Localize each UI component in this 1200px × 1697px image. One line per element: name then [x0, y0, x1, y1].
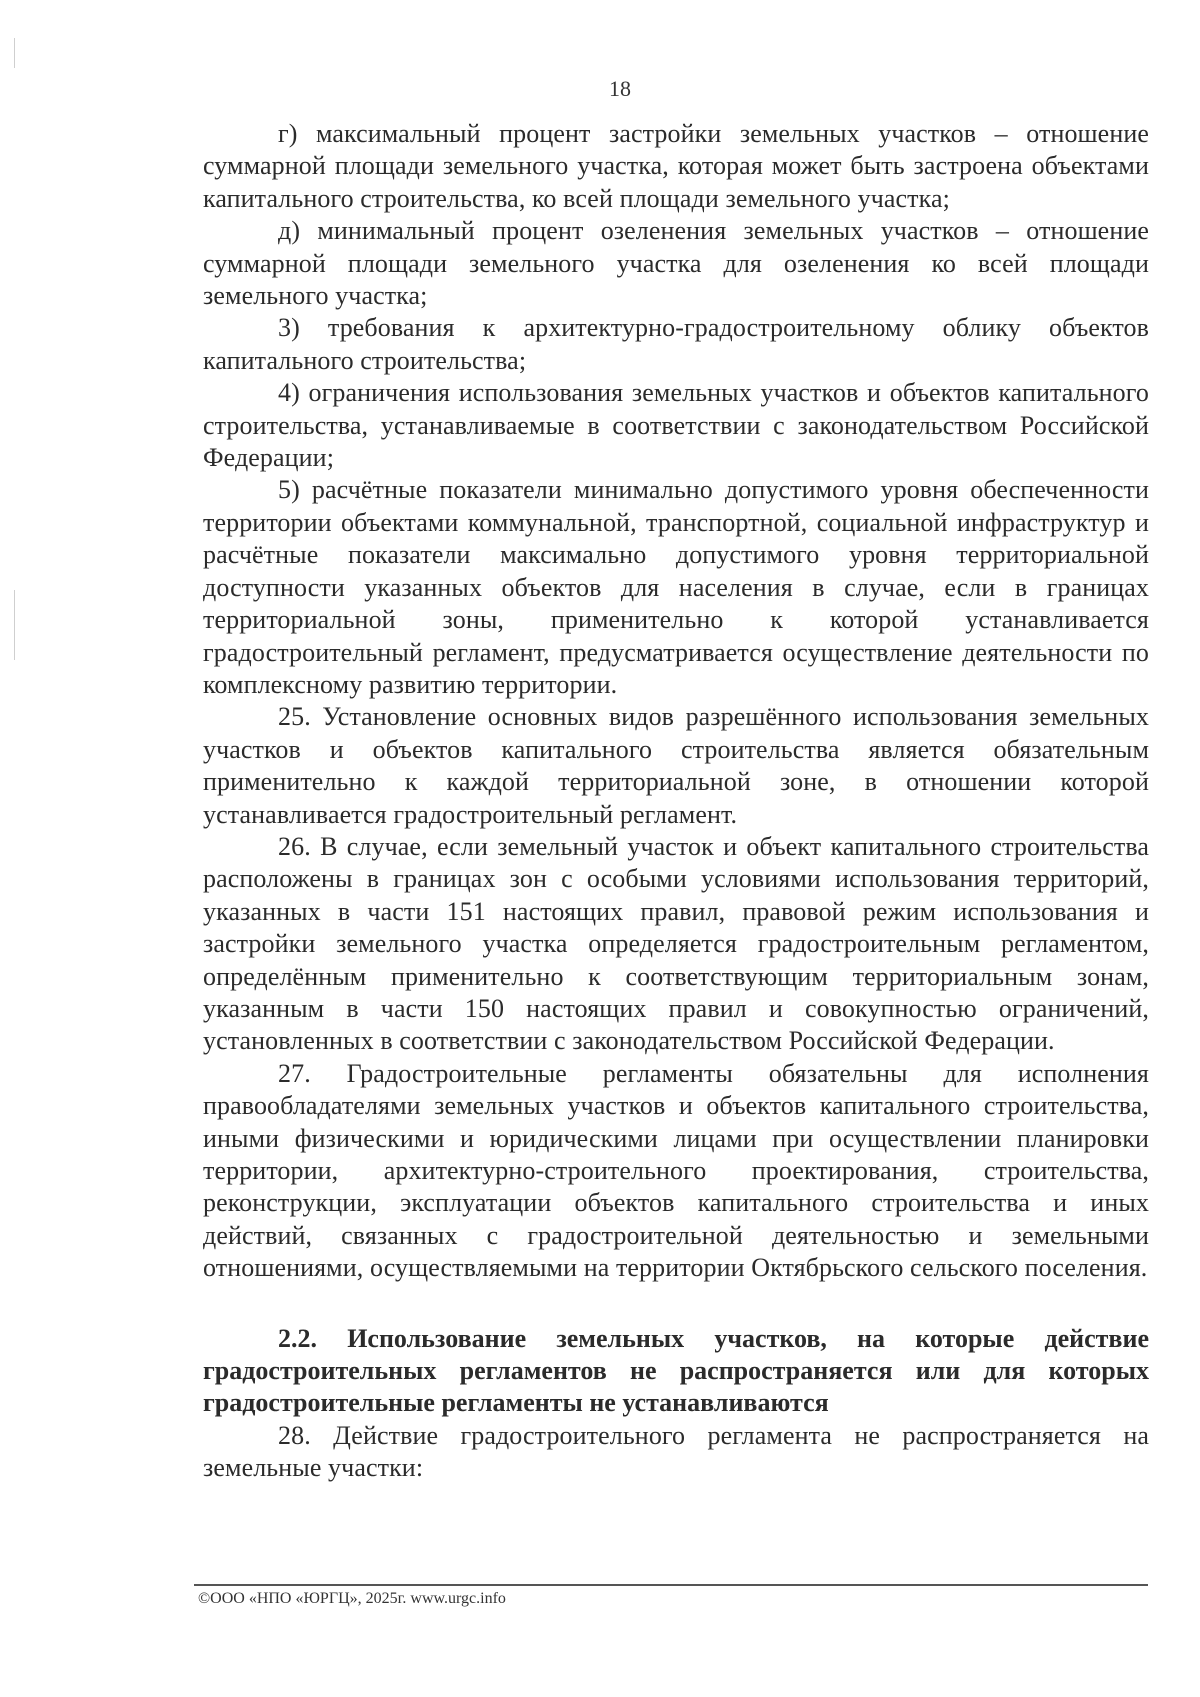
paragraph-item-3: 3) требования к архитектурно-градостроительному облику объектов капитального строительства; — [203, 313, 1149, 375]
paragraph-25: 25. Установление основных видов разрешённого использования земельных участков и объектов капитального строительства является обязательным применительно к каждой территориальной зоне, в отношении которой устанавливается градостроительный регламент. — [203, 702, 1149, 829]
paragraph-item-4: 4) ограничения использования земельных участков и объектов капитального строительства, устанавливаемые в соответствии с законодательством Российской Федерации; — [203, 378, 1149, 473]
page-number: 18 — [609, 76, 631, 101]
scan-artifact-line — [14, 38, 15, 68]
paragraph-item-5: 5) расчётные показатели минимально допустимого уровня обеспеченности территории объектами коммунальной, транспортной, социальной инфраструктур и расчётные показатели максимально допустимого уровня территориальной доступности указанных объектов для населения в случае, если в границах территориальной зоны, применительно к которой устанавливается градостроительный регламент, предусматривается осуществление деятельности по комплексному развитию территории. — [203, 475, 1149, 699]
paragraph-26: 26. В случае, если земельный участок и объект капитального строительства расположены в границах зон с особыми условиями использования территорий, указанных в части 151 настоящих правил, правовой режим использования и застройки земельного участка определяется градостроительным регламентом, определённым применительно к соответствующим территориальным зонам, указанным в части 150 настоящих правил и совокупностью ограничений, установленных в соответствии с законодательством Российской Федерации. — [203, 831, 1149, 1056]
paragraph-item-d: д) минимальный процент озеленения земельных участков – отношение суммарной площади земельного участка для озеленения ко всей площади земельного участка; — [203, 216, 1149, 311]
footer-divider — [194, 1584, 1148, 1586]
scan-artifact-line — [14, 590, 15, 660]
paragraph-27: 27. Градостроительные регламенты обязательны для исполнения правообладателями земельных участков и объектов капитального строительства, иными физическими и юридическими лицами при осуществлении планировки территории, архитектурно-строительного проектирования, строительства, реконструкции, эксплуатации объектов капитального строительства и иных действий, связанных с градостроительной деятельностью и земельными отношениями, осуществляемыми на территории Октябрьского сельского поселения. — [203, 1058, 1149, 1283]
paragraph-item-g: г) максимальный процент застройки земельных участков – отношение суммарной площади земельного участка, которая может быть застроена объектами капитального строительства, ко всей площади земельного участка; — [203, 119, 1149, 213]
footer-copyright: ©ООО «НПО «ЮРГЦ», 2025г. www.urgc.info — [198, 1590, 506, 1607]
paragraph-28: 28. Действие градостроительного регламента не распространяется на земельные участки: — [203, 1420, 1149, 1483]
section-heading: 2.2. Использование земельных участков, на которые действие градостроительных регламентов не распространяется или для которых градостроительные регламенты не устанавливаются — [203, 1323, 1149, 1418]
document-body — [203, 118, 1149, 1485]
